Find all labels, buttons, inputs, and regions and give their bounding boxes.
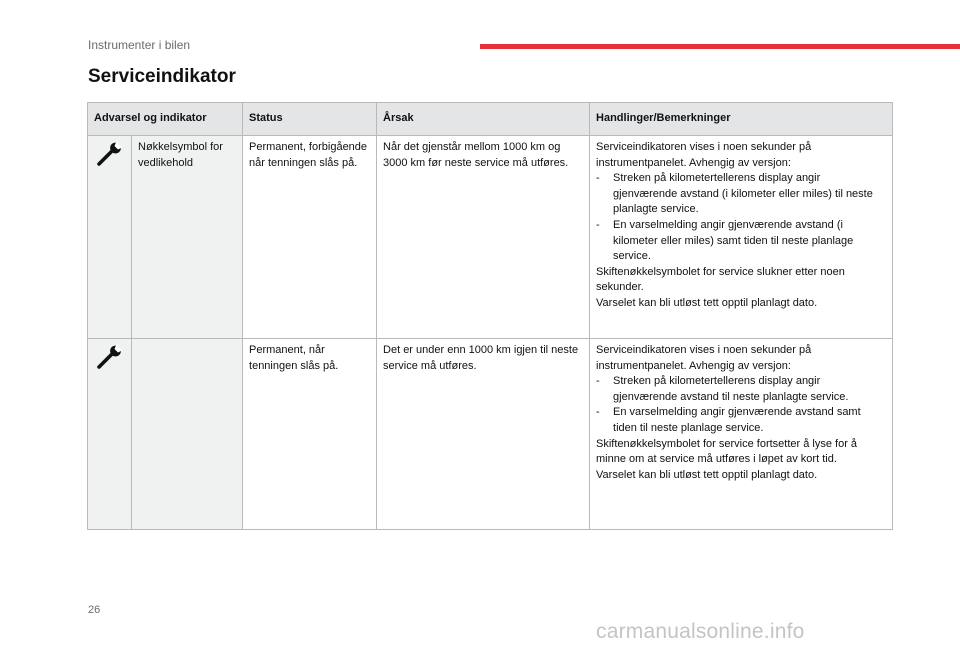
icon-cell <box>88 136 132 339</box>
table-row <box>88 339 893 530</box>
table-header-row <box>88 103 893 136</box>
actions-intro: Serviceindikatoren vises i noen sekunder på instrumentpanelet. Avhengig av versjon: <box>596 344 812 372</box>
column-header-indicator: Advarsel og indikator <box>88 103 243 136</box>
wrench-icon <box>96 343 124 371</box>
actions-bullet: - Streken på kilometertellerens display angir gjenværende avstand (i kilometer eller miles) til neste planlagte service. <box>596 172 873 216</box>
column-header-actions: Handlinger/Bemerkninger <box>590 103 893 136</box>
table-row <box>88 136 893 339</box>
actions-note: Skiftenøkkelsymbolet for service fortsetter å lyse for å minne om at service må utføres i løpet av kort tid. <box>596 437 858 466</box>
wrench-icon <box>96 140 124 168</box>
actions-bullet: - En varselmelding angir gjenværende avstand samt tiden til neste planlage service. <box>596 406 861 434</box>
service-indicator-table <box>87 102 893 530</box>
watermark-text: carmanualsonline.info <box>596 620 805 643</box>
icon-cell <box>88 339 132 530</box>
actions-note: Varselet kan bli utløst tett opptil planlagt dato. <box>596 296 818 309</box>
indicator-name <box>132 339 243 530</box>
actions-note: Skiftenøkkelsymbolet for service slukner etter noen sekunder. <box>596 265 845 294</box>
status-text: Permanent, forbigående når tenningen slås på. <box>243 136 377 339</box>
indicator-name: Nøkkelsymbol for vedlikehold <box>132 136 243 339</box>
actions-cell <box>590 339 893 530</box>
actions-note: Varselet kan bli utløst tett opptil planlagt dato. <box>596 468 818 481</box>
actions-bullet: - Streken på kilometertellerens display angir gjenværende avstand til neste planlagte service. <box>596 375 849 403</box>
column-header-cause: Årsak <box>377 103 590 136</box>
cause-text: Når det gjenstår mellom 1000 km og 3000 km før neste service må utføres. <box>377 136 590 339</box>
page-title: Serviceindikator <box>88 66 236 87</box>
cause-text: Det er under enn 1000 km igjen til neste service må utføres. <box>377 339 590 530</box>
section-label: Instrumenter i bilen <box>88 38 191 52</box>
column-header-status: Status <box>243 103 377 136</box>
header-accent-bar <box>480 44 960 49</box>
actions-bullet: - En varselmelding angir gjenværende avstand (i kilometer eller miles) samt tiden til neste planlage service. <box>596 218 854 263</box>
page-number: 26 <box>88 604 101 616</box>
actions-intro: Serviceindikatoren vises i noen sekunder på instrumentpanelet. Avhengig av versjon: <box>596 141 812 169</box>
actions-cell <box>590 136 893 339</box>
status-text: Permanent, når tenningen slås på. <box>243 339 377 530</box>
